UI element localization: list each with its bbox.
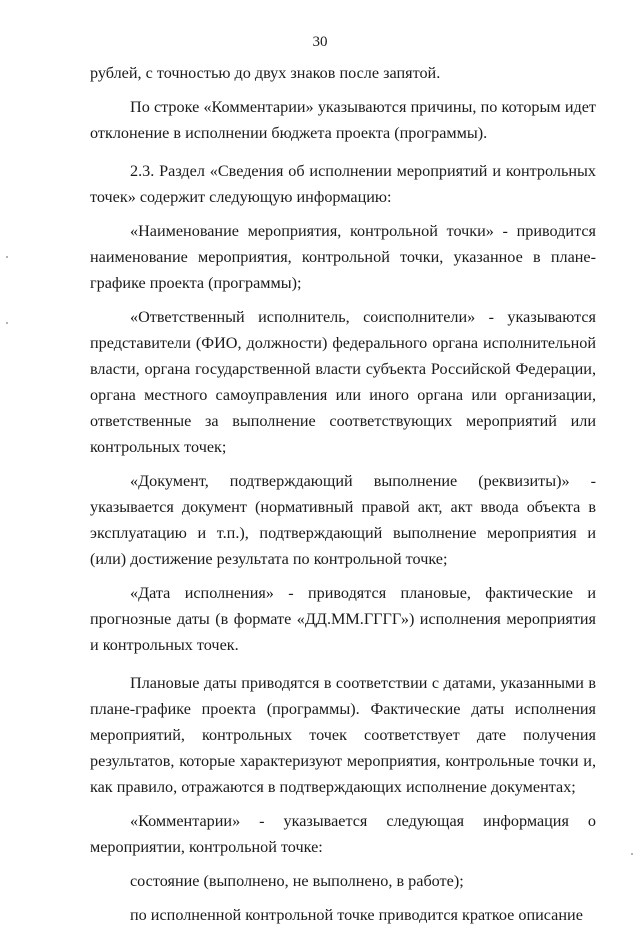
paragraph-comments-event: «Комментарии» - указывается следующая информация о мероприятии, контрольной точке: [90, 812, 596, 856]
scan-speck [6, 256, 8, 258]
paragraph-document: «Документ, подтверждающий выполнение (реквизиты)» - указывается документ (нормативный правой акт, акт ввода объекта в эксплуатацию и т.п.), подтверждающий выполнение мероприятия и (или) достижение результата по контрольной точке; [90, 472, 596, 568]
scan-speck [6, 322, 8, 324]
paragraph-date: «Дата исполнения» - приводятся плановые, фактические и прогнозные даты (в формате «ДД.ММ.ГГГГ») исполнения мероприятия и контрольных точек. [90, 584, 596, 654]
document-body [90, 60, 596, 928]
paragraph-responsible: «Ответственный исполнитель, соисполнители» - указываются представители (ФИО, должности) федерального органа исполнительной власти, органа государственной власти субъекта Российской Федерации, органа местного самоуправления или иного органа или организации, ответственные за выполнение соответствующих мероприятий или контрольных точек; [90, 308, 596, 456]
paragraph-state: состояние (выполнено, не выполнено, в работе); [130, 872, 464, 890]
paragraph-event-name: «Наименование мероприятия, контрольной точки» - приводится наименование мероприятия, контрольной точки, указанное в плане-графике проекта (программы); [90, 222, 596, 292]
paragraph-completed-point: по исполненной контрольной точке приводится краткое описание [130, 906, 583, 924]
paragraph-section-2-3: 2.3. Раздел «Сведения об исполнении мероприятий и контрольных точек» содержит следующую информацию: [90, 162, 596, 206]
paragraph-comments-budget: По строке «Комментарии» указываются причины, по которым идет отклонение в исполнении бюджета проекта (программы). [90, 98, 596, 142]
scan-speck [631, 853, 633, 855]
paragraph-continuation: рублей, с точностью до двух знаков после запятой. [90, 64, 441, 82]
paragraph-planned-dates: Плановые даты приводятся в соответствии с датами, указанными в плане-графике проекта (программы). Фактические даты исполнения мероприятий, контрольных точек соответствует дате получения результатов, которые характеризуют мероприятия, контрольные точки и, как правило, отражаются в подтверждающих исполнение документах; [90, 674, 596, 796]
page-number: 30 [312, 34, 328, 50]
